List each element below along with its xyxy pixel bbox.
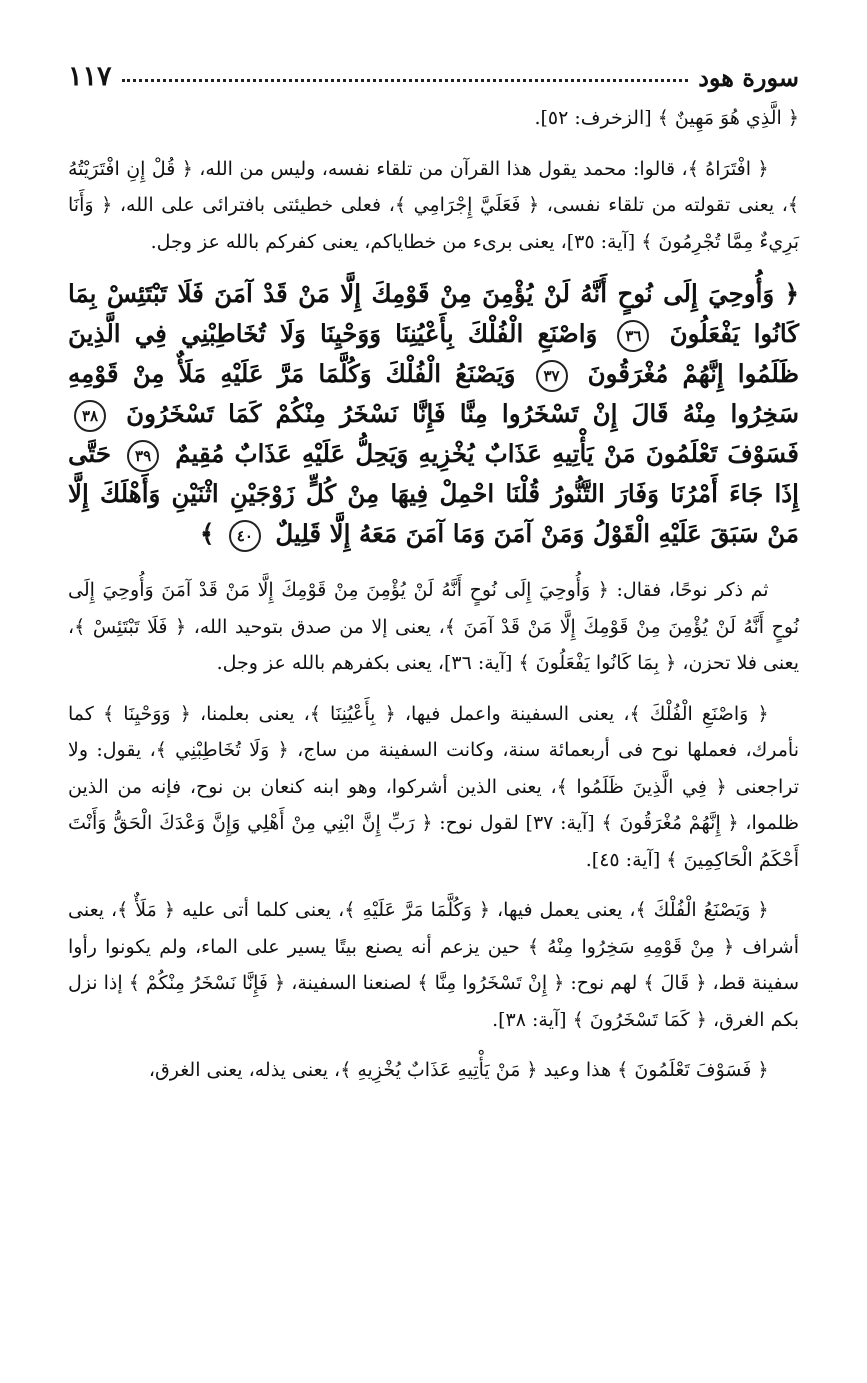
paragraph-3: ثم ذكر نوحًا، فقال: ﴿ وَأُوحِيَ إِلَى نُوحٍ أَنَّهُ لَنْ يُؤْمِنَ مِنْ قَوْمِكَ إِلَّا مَنْ قَدْ آمَنَ وَأُوحِيَ إِلَى نُوحٍ أَنَّهُ لَنْ يُؤْمِنَ مِنْ قَوْمِكَ إِلَّا مَنْ قَدْ آمَنَ ﴾، يعنى إلا من صدق بتوحيد الله، ﴿ فَلَا تَبْتَئِسْ ﴾، يعنى فلا تحزن، ﴿ بِمَا كَانُوا يَفْعَلُونَ ﴾ [آية: ٣٦]، يعنى بكفرهم بالله عز وجل. [68, 579, 799, 674]
verse-number-39: ٣٩ [127, 440, 159, 472]
surah-title: سورة هود [698, 63, 799, 92]
verse-number-36: ٣٦ [617, 320, 649, 352]
verse-number-38: ٣٨ [74, 400, 106, 432]
verse-39-text: فَسَوْفَ تَعْلَمُونَ مَنْ يَأْتِيهِ عَذَابٌ يُخْزِيهِ وَيَحِلُّ عَلَيْهِ عَذَابٌ مُقِيمٌ [175, 439, 800, 468]
verse-36-text: ﴿ وَأُوحِيَ إِلَى نُوحٍ أَنَّهُ لَنْ يُؤْمِنَ مِنْ قَوْمِكَ إِلَّا مَنْ قَدْ آمَنَ فَلَا تَبْتَئِسْ بِمَا كَانُوا يَفْعَلُونَ [68, 279, 799, 348]
quran-verses-block [68, 274, 799, 554]
paragraph-1: ﴿ الَّذِي هُوَ مَهِينٌ ﴾ [الزخرف: ٥٢]. [534, 107, 799, 129]
page-header [68, 52, 799, 92]
verse-38-text: وَيَصْنَعُ الْفُلْكَ وَكُلَّمَا مَرَّ عَلَيْهِ مَلَأٌ مِنْ قَوْمِهِ سَخِرُوا مِنْهُ قَالَ إِنْ تَسْخَرُوا مِنَّا فَإِنَّا نَسْخَرُ مِنْكُمْ كَمَا تَسْخَرُونَ [68, 359, 800, 428]
header-dotted-leader [122, 79, 689, 82]
page-number: ١١٧ [68, 61, 112, 92]
page-body [68, 100, 799, 1103]
verse-40-text: حَتَّى إِذَا جَاءَ أَمْرُنَا وَفَارَ التَّنُّورُ قُلْنَا احْمِلْ فِيهَا مِنْ كُلٍّ زَوْجَيْنِ اثْنَيْنِ وَأَهْلَكَ إِلَّا مَنْ سَبَقَ عَلَيْهِ الْقَوْلُ وَمَنْ آمَنَ وَمَا آمَنَ مَعَهُ إِلَّا قَلِيلٌ [68, 439, 799, 548]
paragraph-5: ﴿ وَيَصْنَعُ الْفُلْكَ ﴾، يعنى يعمل فيها، ﴿ وَكُلَّمَا مَرَّ عَلَيْهِ ﴾، يعنى كلما أتى عليه ﴿ مَلَأٌ ﴾، يعنى أشراف ﴿ مِنْ قَوْمِهِ سَخِرُوا مِنْهُ ﴾ حين يزعم أنه يصنع بيتًا يسير على الماء، ولم يكونوا رأوا سفينة قط، ﴿ قَالَ ﴾ لهم نوح: ﴿ إِنْ تَسْخَرُوا مِنَّا ﴾ لصنعنا السفينة، ﴿ فَإِنَّا نَسْخَرُ مِنْكُمْ ﴾ إذا نزل بكم الغرق، ﴿ كَمَا تَسْخَرُونَ ﴾ [آية: ٣٨]. [68, 899, 799, 1031]
paragraph-4: ﴿ وَاصْنَعِ الْفُلْكَ ﴾، يعنى السفينة واعمل فيها، ﴿ بِأَعْيُنِنَا ﴾، يعنى بعلمنا، ﴿ وَوَحْيِنَا ﴾ كما نأمرك، فعملها نوح فى أربعمائة سنة، وكانت السفينة من ساج، ﴿ وَلَا تُخَاطِبْنِي ﴾، يقول: ولا تراجعنى ﴿ فِي الَّذِينَ ظَلَمُوا ﴾، يعنى الذين أشركوا، وهو ابنه كنعان بن نوح، فإنه من الذين ظلموا، ﴿ إِنَّهُمْ مُغْرَقُونَ ﴾ [آية: ٣٧] لقول نوح: ﴿ رَبِّ إِنَّ ابْنِي مِنْ أَهْلِي وَإِنَّ وَعْدَكَ الْحَقُّ وَأَنْتَ أَحْكَمُ الْحَاكِمِينَ ﴾ [آية: ٤٥]. [68, 702, 799, 871]
verse-number-37: ٣٧ [536, 360, 568, 392]
verse-37-text: وَاصْنَعِ الْفُلْكَ بِأَعْيُنِنَا وَوَحْيِنَا وَلَا تُخَاطِبْنِي فِي الَّذِينَ ظَلَمُوا إِنَّهُمْ مُغْرَقُونَ [68, 319, 799, 388]
paragraph-6: ﴿ فَسَوْفَ تَعْلَمُونَ ﴾ هذا وعيد ﴿ مَنْ يَأْتِيهِ عَذَابٌ يُخْزِيهِ ﴾، يعنى يذله، يعنى الغرق، [148, 1059, 769, 1081]
paragraph-2: ﴿ افْتَرَاهُ ﴾، قالوا: محمد يقول هذا القرآن من تلقاء نفسه، وليس من الله، ﴿ قُلْ إِنِ افْتَرَيْتُهُ ﴾، يعنى تقولته من تلقاء نفسى، ﴿ فَعَلَيَّ إِجْرَامِي ﴾، فعلى خطيئتى بافترائى على الله، ﴿ وَأَنَا بَرِيءٌ مِمَّا تُجْرِمُونَ ﴾ [آية: ٣٥]، يعنى برىء من خطاياكم، يعنى كفركم بالله عز وجل. [68, 157, 799, 253]
verse-close-bracket: ﴾ [199, 519, 215, 548]
verse-number-40: ٤٠ [229, 520, 261, 552]
